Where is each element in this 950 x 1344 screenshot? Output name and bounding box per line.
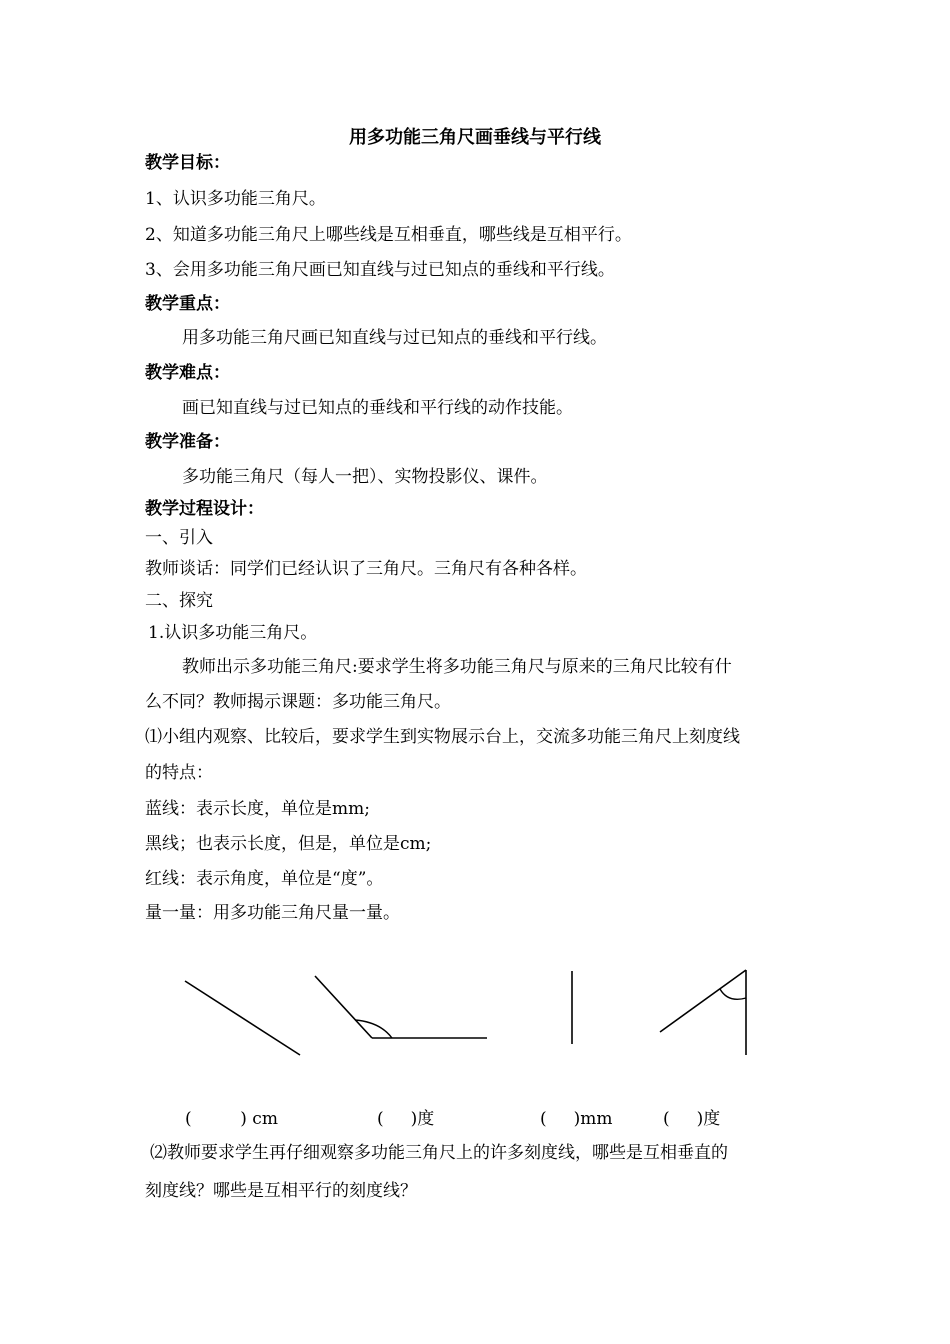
process-heading: 教学过程设计：: [145, 499, 264, 519]
key-heading: 教学重点：: [145, 294, 230, 314]
goals-heading: 教学目标：: [145, 153, 230, 173]
difficulty-heading: 教学难点：: [145, 363, 230, 383]
goal-item: 2、知道多功能三角尺上哪些线是互相垂直，哪些线是互相平行。: [145, 225, 632, 245]
goal-item: 1、认识多功能三角尺。: [145, 189, 326, 209]
sub-point-1-cont: 的特点：: [145, 763, 213, 783]
sub-point-2-cont: 刻度线？哪些是互相平行的刻度线？: [145, 1181, 417, 1201]
section-intro: 一、引入: [145, 528, 213, 548]
figure-obtuse-angle: [315, 976, 487, 1038]
step-1: 1.认识多功能三角尺。: [148, 623, 318, 643]
answer-blank-degree-2: ( )度: [663, 1109, 721, 1129]
black-line-note: 黑线；也表示长度，但是，单位是cm;: [145, 834, 432, 854]
answer-blank-degree: ( )度: [377, 1109, 435, 1129]
difficulty-text: 画已知直线与过已知点的垂线和平行线的动作技能。: [182, 398, 573, 418]
goal-item: 3、会用多功能三角尺画已知直线与过已知点的垂线和平行线。: [145, 260, 615, 280]
key-text: 用多功能三角尺画已知直线与过已知点的垂线和平行线。: [182, 328, 607, 348]
step-1-paragraph-cont: 么不同？教师揭示课题：多功能三角尺。: [145, 692, 451, 712]
figure-acute-angle: [660, 970, 746, 1055]
measurement-figures: [0, 960, 950, 1070]
document-title: 用多功能三角尺画垂线与平行线: [349, 127, 601, 148]
red-line-note: 红线：表示角度，单位是“度”。: [145, 869, 384, 889]
figure-segment: [185, 981, 300, 1055]
sub-point-2: ⑵教师要求学生再仔细观察多功能三角尺上的许多刻度线，哪些是互相垂直的: [150, 1143, 728, 1163]
blue-line-note: 蓝线：表示长度，单位是mm;: [145, 799, 370, 819]
section-explore: 二、探究: [145, 591, 213, 611]
answer-blank-mm: ( )mm: [540, 1109, 613, 1129]
section-intro-text: 教师谈话：同学们已经认识了三角尺。三角尺有各种各样。: [145, 559, 587, 579]
answer-blank-cm: ( ) cm: [185, 1109, 278, 1129]
prep-text: 多功能三角尺（每人一把）、实物投影仪、课件。: [182, 467, 548, 487]
step-1-paragraph: 教师出示多功能三角尺:要求学生将多功能三角尺与原来的三角尺比较有什: [182, 657, 732, 677]
prep-heading: 教学准备：: [145, 432, 230, 452]
sub-point-1: ⑴小组内观察、比较后，要求学生到实物展示台上，交流多功能三角尺上刻度线: [145, 727, 740, 747]
measure-instruction: 量一量：用多功能三角尺量一量。: [145, 903, 400, 923]
